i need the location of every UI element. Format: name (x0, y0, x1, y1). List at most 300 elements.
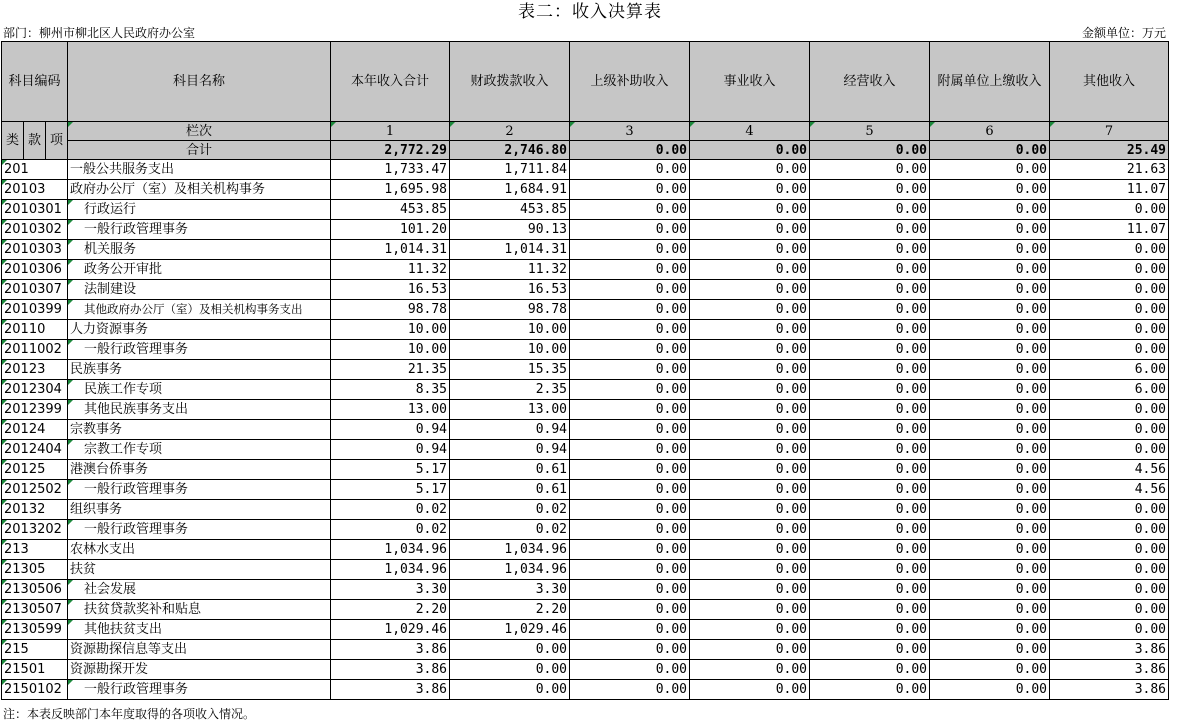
row-code[interactable]: 201 (2, 160, 68, 180)
row-value-3[interactable]: 0.00 (570, 320, 690, 340)
row-value-1[interactable]: 10.00 (331, 340, 450, 360)
header-col-1: 本年收入合计 (331, 42, 450, 122)
row-value-6[interactable]: 0.00 (930, 680, 1050, 700)
row-name[interactable]: 政府办公厅（室）及相关机构事务 (68, 180, 331, 200)
row-value-6[interactable]: 0.00 (930, 540, 1050, 560)
row-value-4[interactable]: 0.00 (690, 340, 810, 360)
row-value-3[interactable]: 0.00 (570, 620, 690, 640)
row-value-2[interactable]: 10.00 (450, 340, 570, 360)
row-value-4[interactable]: 0.00 (690, 160, 810, 180)
row-value-2[interactable]: 0.61 (450, 480, 570, 500)
row-value-3[interactable]: 0.00 (570, 340, 690, 360)
row-value-5[interactable]: 0.00 (810, 200, 930, 220)
row-value-2[interactable]: 0.94 (450, 420, 570, 440)
table-body (2, 160, 1169, 700)
row-value-1[interactable]: 21.35 (331, 360, 450, 380)
row-name[interactable]: 一般行政管理事务 (68, 680, 331, 700)
row-value-2[interactable]: 1,014.31 (450, 240, 570, 260)
row-value-7[interactable]: 0.00 (1050, 400, 1169, 420)
row-value-1[interactable]: 10.00 (331, 320, 450, 340)
row-value-7[interactable]: 0.00 (1050, 420, 1169, 440)
row-value-5[interactable]: 0.00 (810, 340, 930, 360)
table-row (2, 600, 1169, 620)
row-value-6[interactable]: 0.00 (930, 300, 1050, 320)
table-row (2, 320, 1169, 340)
row-value-7[interactable]: 11.07 (1050, 220, 1169, 240)
row-value-4[interactable]: 0.00 (690, 540, 810, 560)
row-value-6[interactable]: 0.00 (930, 280, 1050, 300)
row-value-1[interactable]: 8.35 (331, 380, 450, 400)
table-row (2, 620, 1169, 640)
row-value-6[interactable]: 0.00 (930, 240, 1050, 260)
row-name[interactable]: 其他政府办公厅（室）及相关机构事务支出 (68, 300, 331, 320)
row-value-5[interactable]: 0.00 (810, 660, 930, 680)
row-value-7[interactable]: 0.00 (1050, 560, 1169, 580)
header-col-6: 附属单位上缴收入 (930, 42, 1050, 122)
table-row (2, 380, 1169, 400)
row-value-6[interactable]: 0.00 (930, 340, 1050, 360)
row-code[interactable]: 20110 (2, 320, 68, 340)
row-value-1[interactable]: 3.86 (331, 660, 450, 680)
table-row (2, 500, 1169, 520)
row-value-1[interactable]: 3.30 (331, 580, 450, 600)
income-table (1, 41, 1169, 700)
row-name[interactable]: 人力资源事务 (68, 320, 331, 340)
row-value-7[interactable]: 6.00 (1050, 360, 1169, 380)
row-value-2[interactable]: 13.00 (450, 400, 570, 420)
row-value-7[interactable]: 0.00 (1050, 440, 1169, 460)
row-code[interactable]: 213 (2, 540, 68, 560)
row-value-5[interactable]: 0.00 (810, 240, 930, 260)
table-row (2, 420, 1169, 440)
row-value-6[interactable]: 0.00 (930, 620, 1050, 640)
row-value-5[interactable]: 0.00 (810, 560, 930, 580)
row-code[interactable]: 20123 (2, 360, 68, 380)
row-value-6[interactable]: 0.00 (930, 440, 1050, 460)
row-value-6[interactable]: 0.00 (930, 400, 1050, 420)
row-value-2[interactable]: 16.53 (450, 280, 570, 300)
row-code[interactable]: 20103 (2, 180, 68, 200)
row-value-3[interactable]: 0.00 (570, 460, 690, 480)
row-value-5[interactable]: 0.00 (810, 500, 930, 520)
row-value-1[interactable]: 5.17 (331, 460, 450, 480)
row-value-4[interactable]: 0.00 (690, 380, 810, 400)
row-value-3[interactable]: 0.00 (570, 420, 690, 440)
total-label: 合计 (68, 141, 331, 160)
row-value-3[interactable]: 0.00 (570, 580, 690, 600)
col-number-7: 7 (1050, 122, 1169, 141)
row-value-4[interactable]: 0.00 (690, 400, 810, 420)
table-row (2, 640, 1169, 660)
row-value-2[interactable]: 0.00 (450, 680, 570, 700)
table-row (2, 360, 1169, 380)
row-value-6[interactable]: 0.00 (930, 520, 1050, 540)
row-value-5[interactable]: 0.00 (810, 380, 930, 400)
row-value-6[interactable]: 0.00 (930, 420, 1050, 440)
row-value-5[interactable]: 0.00 (810, 320, 930, 340)
row-value-7[interactable]: 0.00 (1050, 320, 1169, 340)
row-value-7[interactable]: 11.07 (1050, 180, 1169, 200)
unit-label: 金额单位：万元 (1081, 26, 1166, 40)
row-code[interactable]: 2011002 (2, 340, 68, 360)
row-value-6[interactable]: 0.00 (930, 260, 1050, 280)
row-value-4[interactable]: 0.00 (690, 520, 810, 540)
row-name[interactable]: 一般行政管理事务 (68, 340, 331, 360)
table-row (2, 460, 1169, 480)
row-value-3[interactable]: 0.00 (570, 360, 690, 380)
row-code[interactable]: 20124 (2, 420, 68, 440)
row-value-1[interactable]: 0.02 (331, 500, 450, 520)
row-name[interactable]: 一般行政管理事务 (68, 220, 331, 240)
row-value-3[interactable]: 0.00 (570, 260, 690, 280)
row-value-4[interactable]: 0.00 (690, 460, 810, 480)
row-value-1[interactable]: 453.85 (331, 200, 450, 220)
row-value-6[interactable]: 0.00 (930, 460, 1050, 480)
row-value-4[interactable]: 0.00 (690, 600, 810, 620)
row-value-4[interactable]: 0.00 (690, 320, 810, 340)
row-value-5[interactable]: 0.00 (810, 300, 930, 320)
row-value-4[interactable]: 0.00 (690, 560, 810, 580)
row-value-4[interactable]: 0.00 (690, 220, 810, 240)
row-value-6[interactable]: 0.00 (930, 480, 1050, 500)
row-value-2[interactable]: 0.00 (450, 640, 570, 660)
row-value-2[interactable]: 0.61 (450, 460, 570, 480)
row-value-3[interactable]: 0.00 (570, 660, 690, 680)
row-value-7[interactable]: 21.63 (1050, 160, 1169, 180)
total-value-6: 0.00 (930, 141, 1050, 160)
row-value-5[interactable]: 0.00 (810, 420, 930, 440)
row-value-3[interactable]: 0.00 (570, 400, 690, 420)
row-name[interactable]: 港澳台侨事务 (68, 460, 331, 480)
col-number-2: 2 (450, 122, 570, 141)
row-value-5[interactable]: 0.00 (810, 280, 930, 300)
row-name[interactable]: 行政运行 (68, 200, 331, 220)
row-value-4[interactable]: 0.00 (690, 180, 810, 200)
row-value-2[interactable]: 0.94 (450, 440, 570, 460)
table-row (2, 180, 1169, 200)
row-name[interactable]: 资源勘探开发 (68, 660, 331, 680)
row-value-4[interactable]: 0.00 (690, 660, 810, 680)
row-value-3[interactable]: 0.00 (570, 240, 690, 260)
header-col-7: 其他收入 (1050, 42, 1169, 122)
row-name[interactable]: 法制建设 (68, 280, 331, 300)
row-value-2[interactable]: 0.02 (450, 500, 570, 520)
row-value-5[interactable]: 0.00 (810, 260, 930, 280)
row-value-1[interactable]: 0.02 (331, 520, 450, 540)
row-value-1[interactable]: 0.94 (331, 440, 450, 460)
row-value-2[interactable]: 0.00 (450, 660, 570, 680)
row-value-6[interactable]: 0.00 (930, 200, 1050, 220)
row-name[interactable]: 扶贫 (68, 560, 331, 580)
row-value-2[interactable]: 1,034.96 (450, 560, 570, 580)
header-row (2, 42, 1169, 122)
table-row (2, 580, 1169, 600)
row-value-1[interactable]: 1,695.98 (331, 180, 450, 200)
row-value-4[interactable]: 0.00 (690, 240, 810, 260)
row-value-7[interactable]: 0.00 (1050, 500, 1169, 520)
row-name[interactable]: 其他民族事务支出 (68, 400, 331, 420)
row-value-5[interactable]: 0.00 (810, 400, 930, 420)
row-name[interactable]: 民族工作专项 (68, 380, 331, 400)
row-value-1[interactable]: 16.53 (331, 280, 450, 300)
row-value-7[interactable]: 3.86 (1050, 680, 1169, 700)
row-value-6[interactable]: 0.00 (930, 320, 1050, 340)
row-value-3[interactable]: 0.00 (570, 440, 690, 460)
row-name[interactable]: 组织事务 (68, 500, 331, 520)
row-value-1[interactable]: 98.78 (331, 300, 450, 320)
table-row (2, 660, 1169, 680)
footnote: 注：本表反映部门本年度取得的各项收入情况。 (3, 707, 256, 721)
row-value-3[interactable]: 0.00 (570, 180, 690, 200)
row-code[interactable]: 20132 (2, 500, 68, 520)
row-value-3[interactable]: 0.00 (570, 480, 690, 500)
row-value-2[interactable]: 2.35 (450, 380, 570, 400)
row-value-3[interactable]: 0.00 (570, 540, 690, 560)
row-value-5[interactable]: 0.00 (810, 460, 930, 480)
col-number-5: 5 (810, 122, 930, 141)
total-value-1: 2,772.29 (331, 141, 450, 160)
header-name: 科目名称 (68, 42, 331, 122)
row-value-5[interactable]: 0.00 (810, 680, 930, 700)
row-code[interactable]: 2010399 (2, 300, 68, 320)
row-value-1[interactable]: 1,034.96 (331, 540, 450, 560)
row-value-5[interactable]: 0.00 (810, 580, 930, 600)
row-code[interactable]: 2130507 (2, 600, 68, 620)
row-code[interactable]: 2010307 (2, 280, 68, 300)
header-lei: 类 (2, 122, 24, 160)
row-value-1[interactable]: 1,014.31 (331, 240, 450, 260)
row-value-3[interactable]: 0.00 (570, 500, 690, 520)
table-row (2, 160, 1169, 180)
row-value-3[interactable]: 0.00 (570, 640, 690, 660)
row-value-7[interactable]: 4.56 (1050, 460, 1169, 480)
row-value-7[interactable]: 0.00 (1050, 300, 1169, 320)
row-value-2[interactable]: 98.78 (450, 300, 570, 320)
row-value-2[interactable]: 11.32 (450, 260, 570, 280)
row-value-4[interactable]: 0.00 (690, 300, 810, 320)
row-name[interactable]: 社会发展 (68, 580, 331, 600)
table-row (2, 220, 1169, 240)
row-value-6[interactable]: 0.00 (930, 560, 1050, 580)
row-value-3[interactable]: 0.00 (570, 160, 690, 180)
row-value-3[interactable]: 0.00 (570, 200, 690, 220)
row-value-4[interactable]: 0.00 (690, 620, 810, 640)
table-row (2, 520, 1169, 540)
row-value-1[interactable]: 0.94 (331, 420, 450, 440)
row-value-5[interactable]: 0.00 (810, 480, 930, 500)
row-value-1[interactable]: 5.17 (331, 480, 450, 500)
row-value-7[interactable]: 0.00 (1050, 260, 1169, 280)
row-name[interactable]: 其他扶贫支出 (68, 620, 331, 640)
row-value-5[interactable]: 0.00 (810, 160, 930, 180)
row-value-7[interactable]: 0.00 (1050, 520, 1169, 540)
row-value-2[interactable]: 1,029.46 (450, 620, 570, 640)
row-code[interactable]: 215 (2, 640, 68, 660)
row-value-7[interactable]: 0.00 (1050, 620, 1169, 640)
row-value-2[interactable]: 15.35 (450, 360, 570, 380)
table-row (2, 340, 1169, 360)
total-value-5: 0.00 (810, 141, 930, 160)
row-name[interactable]: 资源勘探信息等支出 (68, 640, 331, 660)
header-col-4: 事业收入 (690, 42, 810, 122)
col-number-6: 6 (930, 122, 1050, 141)
table-row (2, 260, 1169, 280)
row-value-5[interactable]: 0.00 (810, 540, 930, 560)
row-value-6[interactable]: 0.00 (930, 600, 1050, 620)
row-value-5[interactable]: 0.00 (810, 640, 930, 660)
row-value-5[interactable]: 0.00 (810, 220, 930, 240)
row-value-6[interactable]: 0.00 (930, 580, 1050, 600)
row-value-2[interactable]: 2.20 (450, 600, 570, 620)
row-name[interactable]: 一般行政管理事务 (68, 480, 331, 500)
report-title: 表二：收入决算表 (518, 2, 662, 22)
row-value-1[interactable]: 11.32 (331, 260, 450, 280)
table-row (2, 440, 1169, 460)
row-value-4[interactable]: 0.00 (690, 440, 810, 460)
row-value-3[interactable]: 0.00 (570, 560, 690, 580)
row-value-5[interactable]: 0.00 (810, 620, 930, 640)
header-col-3: 上级补助收入 (570, 42, 690, 122)
row-value-4[interactable]: 0.00 (690, 680, 810, 700)
row-value-5[interactable]: 0.00 (810, 600, 930, 620)
table-row (2, 680, 1169, 700)
row-value-2[interactable]: 1,684.91 (450, 180, 570, 200)
row-value-7[interactable]: 4.56 (1050, 480, 1169, 500)
row-value-6[interactable]: 0.00 (930, 500, 1050, 520)
row-value-4[interactable]: 0.00 (690, 480, 810, 500)
row-code[interactable]: 2010306 (2, 260, 68, 280)
row-code[interactable]: 2012399 (2, 400, 68, 420)
row-name[interactable]: 一般行政管理事务 (68, 520, 331, 540)
table-row (2, 300, 1169, 320)
row-value-2[interactable]: 3.30 (450, 580, 570, 600)
col-number-1: 1 (331, 122, 450, 141)
row-value-5[interactable]: 0.00 (810, 440, 930, 460)
header-kuan: 款 (24, 122, 46, 160)
total-row (2, 141, 1169, 160)
row-name[interactable]: 宗教工作专项 (68, 440, 331, 460)
row-value-3[interactable]: 0.00 (570, 680, 690, 700)
row-value-6[interactable]: 0.00 (930, 640, 1050, 660)
row-code[interactable]: 2010301 (2, 200, 68, 220)
row-value-4[interactable]: 0.00 (690, 580, 810, 600)
row-value-1[interactable]: 3.86 (331, 640, 450, 660)
row-code[interactable]: 2012304 (2, 380, 68, 400)
header-xiang: 项 (46, 122, 68, 160)
row-value-1[interactable]: 101.20 (331, 220, 450, 240)
total-value-2: 2,746.80 (450, 141, 570, 160)
row-name[interactable]: 一般公共服务支出 (68, 160, 331, 180)
row-value-7[interactable]: 0.00 (1050, 340, 1169, 360)
row-value-5[interactable]: 0.00 (810, 360, 930, 380)
row-value-6[interactable]: 0.00 (930, 180, 1050, 200)
row-value-2[interactable]: 453.85 (450, 200, 570, 220)
row-value-3[interactable]: 0.00 (570, 600, 690, 620)
table-row (2, 560, 1169, 580)
row-value-7[interactable]: 0.00 (1050, 200, 1169, 220)
row-value-4[interactable]: 0.00 (690, 200, 810, 220)
row-name[interactable]: 农林水支出 (68, 540, 331, 560)
table-row (2, 280, 1169, 300)
row-value-7[interactable]: 3.86 (1050, 660, 1169, 680)
row-code[interactable]: 2010303 (2, 240, 68, 260)
row-name[interactable]: 扶贫贷款奖补和贴息 (68, 600, 331, 620)
total-value-7: 25.49 (1050, 141, 1169, 160)
row-value-2[interactable]: 1,711.84 (450, 160, 570, 180)
row-code[interactable]: 20125 (2, 460, 68, 480)
row-value-4[interactable]: 0.00 (690, 640, 810, 660)
row-value-4[interactable]: 0.00 (690, 500, 810, 520)
row-value-6[interactable]: 0.00 (930, 220, 1050, 240)
row-name[interactable]: 政务公开审批 (68, 260, 331, 280)
row-value-7[interactable]: 0.00 (1050, 540, 1169, 560)
col-number-4: 4 (690, 122, 810, 141)
row-code[interactable]: 2130506 (2, 580, 68, 600)
row-value-7[interactable]: 0.00 (1050, 580, 1169, 600)
col-number-3: 3 (570, 122, 690, 141)
row-code[interactable]: 21501 (2, 660, 68, 680)
row-value-1[interactable]: 13.00 (331, 400, 450, 420)
row-value-6[interactable]: 0.00 (930, 160, 1050, 180)
row-code[interactable]: 2150102 (2, 680, 68, 700)
row-value-4[interactable]: 0.00 (690, 280, 810, 300)
row-value-1[interactable]: 1,733.47 (331, 160, 450, 180)
row-value-4[interactable]: 0.00 (690, 360, 810, 380)
row-value-7[interactable]: 6.00 (1050, 380, 1169, 400)
header-code: 科目编码 (2, 42, 68, 122)
row-value-2[interactable]: 0.02 (450, 520, 570, 540)
row-value-4[interactable]: 0.00 (690, 260, 810, 280)
row-code[interactable]: 2010302 (2, 220, 68, 240)
row-value-5[interactable]: 0.00 (810, 520, 930, 540)
row-value-1[interactable]: 3.86 (331, 680, 450, 700)
row-value-6[interactable]: 0.00 (930, 660, 1050, 680)
row-value-6[interactable]: 0.00 (930, 380, 1050, 400)
row-value-3[interactable]: 0.00 (570, 380, 690, 400)
row-value-1[interactable]: 2.20 (331, 600, 450, 620)
row-value-2[interactable]: 10.00 (450, 320, 570, 340)
row-value-6[interactable]: 0.00 (930, 360, 1050, 380)
row-code[interactable]: 2012502 (2, 480, 68, 500)
header-col-2: 财政拨款收入 (450, 42, 570, 122)
row-name[interactable]: 机关服务 (68, 240, 331, 260)
row-code[interactable]: 2130599 (2, 620, 68, 640)
table-row (2, 480, 1169, 500)
row-value-3[interactable]: 0.00 (570, 520, 690, 540)
table-row (2, 400, 1169, 420)
row-value-3[interactable]: 0.00 (570, 280, 690, 300)
department-label: 部门：柳州市柳北区人民政府办公室 (3, 26, 196, 40)
row-code[interactable]: 21305 (2, 560, 68, 580)
row-value-7[interactable]: 0.00 (1050, 280, 1169, 300)
row-value-3[interactable]: 0.00 (570, 300, 690, 320)
row-code[interactable]: 2013202 (2, 520, 68, 540)
row-value-7[interactable]: 0.00 (1050, 240, 1169, 260)
row-name[interactable]: 民族事务 (68, 360, 331, 380)
row-value-4[interactable]: 0.00 (690, 420, 810, 440)
row-value-7[interactable]: 0.00 (1050, 600, 1169, 620)
row-value-1[interactable]: 1,034.96 (331, 560, 450, 580)
row-value-2[interactable]: 1,034.96 (450, 540, 570, 560)
row-value-5[interactable]: 0.00 (810, 180, 930, 200)
row-value-2[interactable]: 90.13 (450, 220, 570, 240)
row-value-1[interactable]: 1,029.46 (331, 620, 450, 640)
table-row (2, 540, 1169, 560)
row-code[interactable]: 2012404 (2, 440, 68, 460)
row-value-7[interactable]: 3.86 (1050, 640, 1169, 660)
row-value-3[interactable]: 0.00 (570, 220, 690, 240)
row-name[interactable]: 宗教事务 (68, 420, 331, 440)
